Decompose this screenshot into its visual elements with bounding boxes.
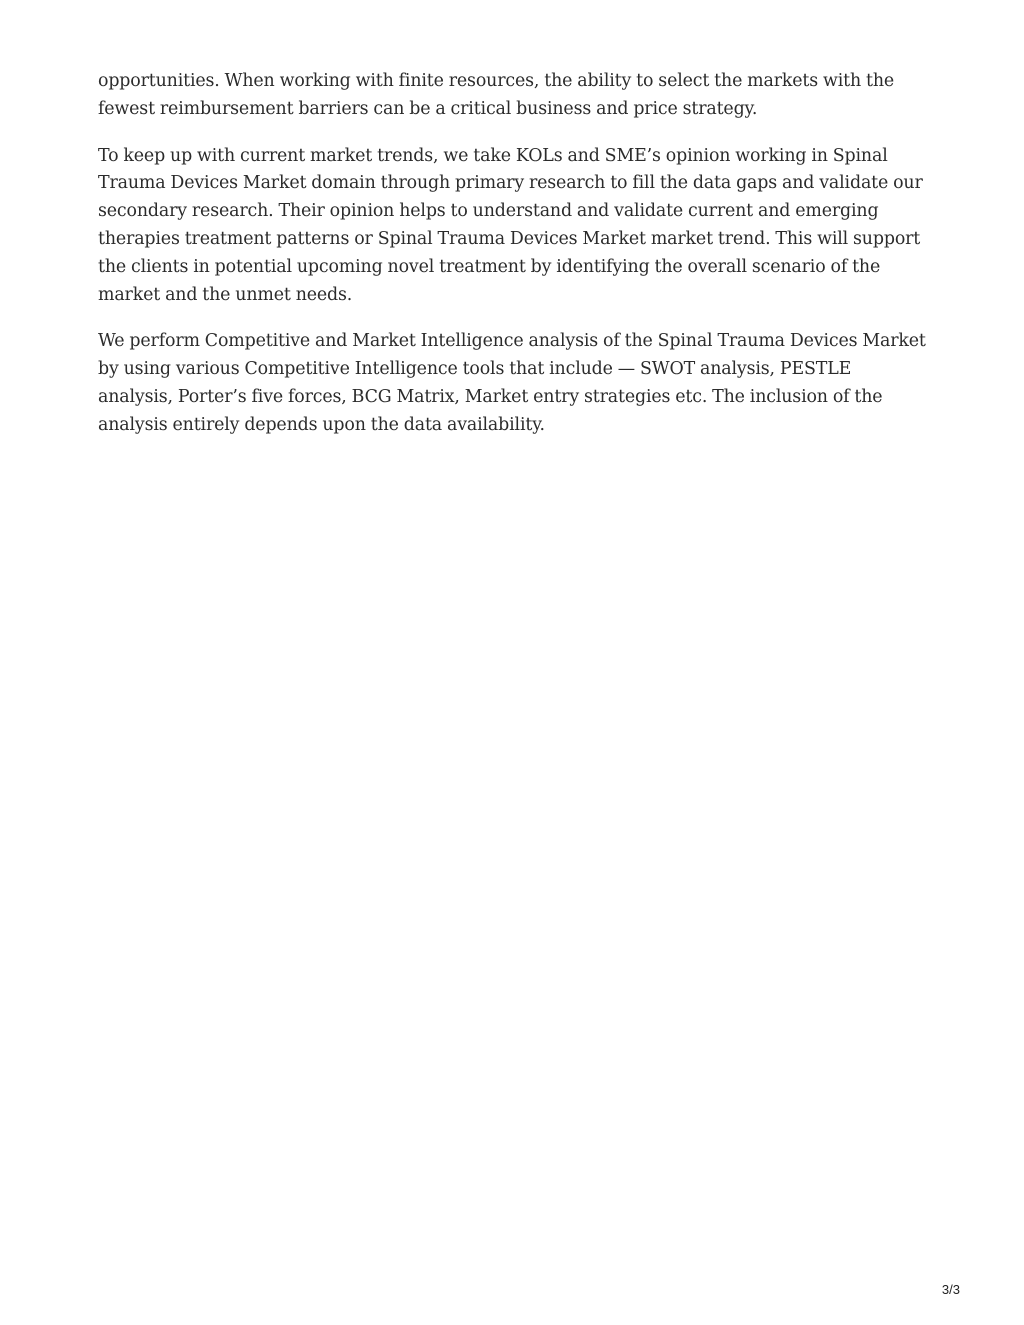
document-body [98, 68, 928, 459]
page-number: 3/3 [941, 1282, 960, 1297]
paragraph-competitive-intelligence: We perform Competitive and Market Intelligence analysis of the Spinal Trauma Devices Market by using various Competitive Intelligence tools that include — SWOT analysis, PESTLE analysis, Porter’s five forces, BCG Matrix, Market entry strategies etc. The inclusion of the analysis entirely depends upon the data availability. [98, 331, 926, 435]
paragraph-primary-research: To keep up with current market trends, we take KOLs and SME’s opinion working in Spinal Trauma Devices Market domain through primary research to fill the data gaps and validate our secondary research. Their opinion helps to understand and validate current and emerging therapies treatment patterns or Spinal Trauma Devices Market market trend. This will support the clients in potential upcoming novel treatment by identifying the overall scenario of the market and the unmet needs. [98, 145, 923, 305]
paragraph-reimbursement-strategy: opportunities. When working with finite resources, the ability to select the markets with the fewest reimbursement barriers can be a critical business and price strategy. [98, 71, 895, 119]
